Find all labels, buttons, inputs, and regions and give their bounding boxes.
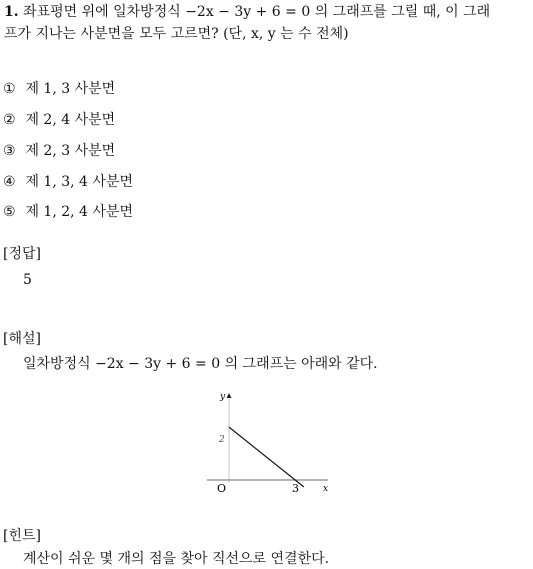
- option-marker: ③: [3, 143, 16, 159]
- y-intercept-label: 2: [219, 435, 225, 445]
- option-3[interactable]: [3, 141, 115, 161]
- option-4[interactable]: [3, 172, 133, 192]
- option-text: 제 1, 2, 4 사분면: [25, 204, 133, 220]
- y-axis-label: y: [220, 392, 226, 402]
- explanation-text: 일차방정식 −2x − 3y + 6 = 0 의 그래프는 아래와 같다.: [23, 356, 378, 372]
- option-5[interactable]: [3, 202, 133, 222]
- question-line-1: [4, 1, 490, 23]
- option-marker: ①: [3, 81, 16, 97]
- explanation-heading: [해설]: [3, 331, 41, 347]
- y-axis-arrow-icon: [227, 393, 232, 398]
- linear-equation-graph: [195, 385, 345, 500]
- option-marker: ④: [3, 174, 16, 190]
- option-text: 제 2, 3 사분면: [25, 143, 116, 159]
- answer-value: 5: [23, 272, 32, 288]
- option-text: 제 1, 3 사분면: [25, 81, 116, 97]
- question-text-1: 좌표평면 위에 일차방정식 −2x − 3y + 6 = 0 의 그래프를 그릴 때, 이 그래: [23, 4, 491, 20]
- option-text: 제 2, 4 사분면: [25, 112, 116, 128]
- question-line-2: [4, 23, 349, 45]
- x-intercept-label: 3: [292, 482, 299, 495]
- option-2[interactable]: [3, 110, 115, 130]
- y-axis: [227, 393, 232, 483]
- option-text: 제 1, 3, 4 사분면: [25, 174, 133, 190]
- answer-heading: [정답]: [3, 246, 41, 262]
- option-1[interactable]: [3, 79, 115, 99]
- option-marker: ②: [3, 112, 16, 128]
- question-number: 1.: [4, 4, 19, 20]
- hint-heading: [힌트]: [3, 528, 41, 544]
- graph-line: [229, 427, 304, 487]
- hint-text: 계산이 쉬운 몇 개의 점을 찾아 직선으로 연결한다.: [23, 551, 330, 567]
- question-text-2: 프가 지나는 사분면을 모두 고르면? (단, x, y 는 수 전체): [4, 26, 349, 42]
- x-axis-label: x: [323, 484, 329, 494]
- origin-label: O: [217, 482, 227, 495]
- option-marker: ⑤: [3, 204, 16, 220]
